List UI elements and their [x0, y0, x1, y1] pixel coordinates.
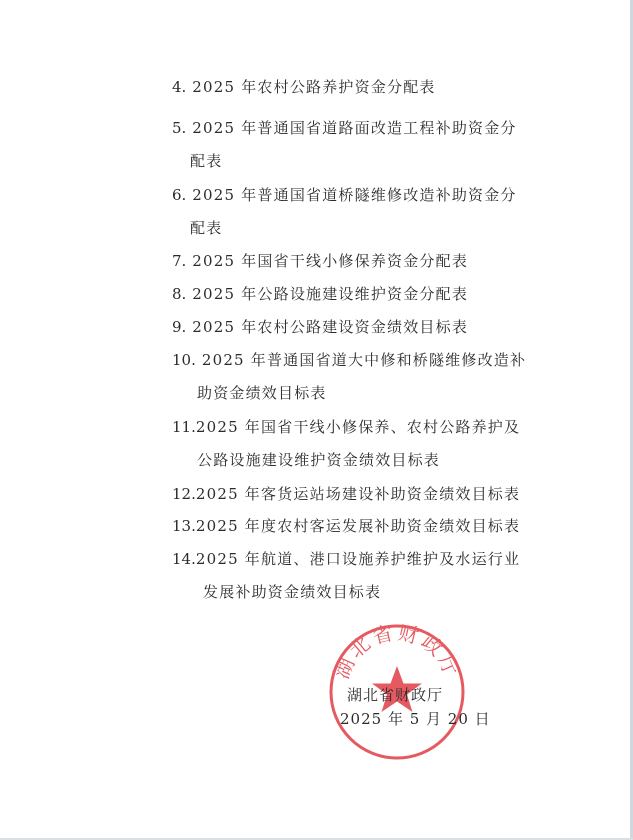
list-item-text: 2025 年农村公路建设资金绩效目标表	[192, 318, 469, 336]
list-item-number: 7.	[172, 252, 187, 270]
list-item-7	[172, 251, 468, 271]
list-item-text: 2025 年度农村客运发展补助资金绩效目标表	[195, 517, 521, 535]
list-item-text: 2025 年农村公路养护资金分配表	[192, 78, 436, 96]
list-item-5	[172, 118, 517, 138]
list-item-5-continuation: 配表	[190, 152, 223, 170]
signature-date: 2025 年 5 月 20 日	[340, 710, 491, 728]
list-item-6-continuation: 配表	[190, 219, 223, 237]
list-item-text: 2025 年普通国省道桥隧维修改造补助资金分	[192, 186, 517, 204]
list-item-number: 10.	[172, 351, 196, 369]
list-item-number: 13.	[172, 517, 196, 535]
list-item-text: 2025 年客货运站场建设补助资金绩效目标表	[195, 485, 521, 503]
list-item-8	[172, 284, 468, 304]
list-item-text: 2025 年国省干线小修保养资金分配表	[192, 252, 469, 270]
list-item-text: 2025 年普通国省道大中修和桥隧维修改造补	[201, 351, 527, 369]
list-item-6	[172, 185, 517, 205]
list-item-text: 2025 年公路设施建设维护资金分配表	[192, 285, 469, 303]
list-item-number: 6.	[172, 186, 187, 204]
list-item-4	[172, 77, 436, 97]
list-item-number: 14.	[172, 550, 196, 568]
list-item-text: 2025 年国省干线小修保养、农村公路养护及	[195, 418, 521, 436]
list-item-number: 9.	[172, 318, 187, 336]
list-item-number: 5.	[172, 119, 187, 137]
list-item-14	[172, 549, 520, 569]
list-item-11-continuation: 公路设施建设维护资金绩效目标表	[197, 451, 441, 469]
signature-org: 湖北省财政厅	[347, 686, 444, 704]
list-item-number: 4.	[172, 78, 187, 96]
list-item-9	[172, 317, 468, 337]
list-item-10	[172, 350, 526, 370]
list-item-13	[172, 516, 520, 536]
list-item-text: 2025 年普通国省道路面改造工程补助资金分	[192, 119, 517, 137]
list-item-number: 8.	[172, 285, 187, 303]
list-item-11	[172, 417, 520, 437]
list-item-12	[172, 484, 520, 504]
seal-text: 湖北省财政厅	[329, 622, 465, 683]
list-item-14-continuation: 发展补助资金绩效目标表	[203, 583, 382, 601]
list-item-10-continuation: 助资金绩效目标表	[197, 384, 327, 402]
list-item-number: 12.	[172, 485, 196, 503]
list-item-number: 11.	[172, 418, 196, 436]
list-item-text: 2025 年航道、港口设施养护维护及水运行业	[195, 550, 521, 568]
